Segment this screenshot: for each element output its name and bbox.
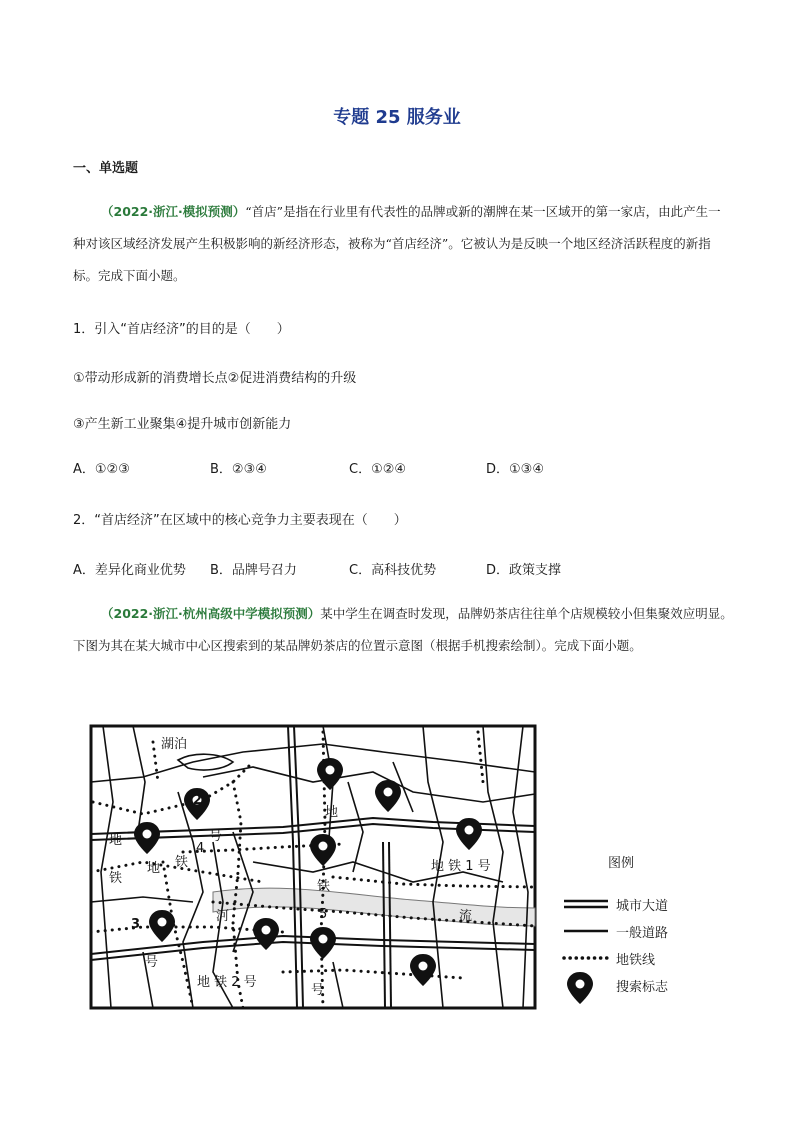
option-d: D．政策支撑: [486, 563, 562, 578]
svg-text:号: 号: [311, 983, 325, 998]
svg-text:铁: 铁: [317, 879, 331, 894]
option-b: B．②③④: [210, 462, 267, 477]
svg-text:地: 地: [325, 805, 339, 820]
legend-search-marker: 搜索标志: [560, 970, 720, 1006]
option-d: D．①③④: [486, 462, 544, 477]
svg-text:地: 地: [147, 861, 161, 876]
dotted-line-icon: [560, 948, 610, 968]
legend-ordinary-road: 一般道路: [560, 919, 720, 941]
question-2-stem: 2．“首店经济”在区域中的核心竞争力主要表现在（ ）: [73, 513, 407, 528]
legend-title: 图例: [608, 856, 635, 871]
question-1-stem: 1．引入“首店经济”的目的是（ ）: [73, 322, 290, 337]
map-figure: [83, 722, 543, 1012]
svg-text:流: 流: [459, 909, 473, 924]
lake-label: 湖泊: [161, 737, 188, 752]
svg-text:2: 2: [193, 793, 203, 808]
option-a: A．差异化商业优势: [73, 563, 186, 578]
option-b: B．品牌号召力: [210, 563, 297, 578]
section-heading: 一、单选题: [73, 161, 139, 176]
svg-text:3: 3: [131, 917, 141, 932]
map-pin-icon: [560, 970, 610, 1006]
svg-text:号: 号: [145, 955, 159, 970]
svg-text:铁: 铁: [109, 871, 123, 886]
passage-text: “首店”是指在行业里有代表性的品牌或新的潮牌在某一区域开的第一家店，由此产生一种对该区域经济发展产生积极影响的新经济形态，被称为“首店经济”。它被认为是反映一个地区经济活跃程度的新指标。完成下面小题。: [73, 204, 721, 283]
svg-text:河: 河: [216, 909, 230, 924]
solid-line-icon: [560, 921, 610, 941]
svg-text:地 铁 2 号: 地 铁 2 号: [197, 975, 257, 990]
question-1-line-1: ①带动形成新的消费增长点②促进消费结构的升级: [73, 371, 357, 386]
question-1-line-2: ③产生新工业聚集④提升城市创新能力: [73, 417, 292, 432]
passage-text: 某中学生在调查时发现，品牌奶茶店往往单个店规模较小但集聚效应明显。下图为其在某大城市中心区搜索到的某品牌奶茶店的位置示意图（根据手机搜索绘制）。完成下面小题。: [73, 606, 733, 653]
svg-text:4: 4: [196, 841, 205, 856]
option-c: C．①②④: [349, 462, 407, 477]
svg-text:5: 5: [319, 907, 328, 922]
svg-text:铁: 铁: [175, 855, 189, 870]
source-tag: （2022·浙江·模拟预测）: [101, 204, 246, 219]
city-map: [83, 722, 543, 1012]
double-line-icon: [560, 894, 610, 914]
option-c: C．高科技优势: [349, 563, 437, 578]
option-a: A．①②③: [73, 462, 130, 477]
legend-city-avenue: 城市大道: [560, 892, 720, 914]
page-title: 专题 25 服务业: [333, 107, 461, 128]
passage-2: [73, 598, 733, 662]
svg-text:地 铁 1 号: 地 铁 1 号: [431, 859, 491, 874]
svg-text:号: 号: [209, 829, 223, 844]
map-legend: [560, 852, 720, 1012]
svg-text:地: 地: [109, 833, 123, 848]
legend-metro-line: 地铁线: [560, 946, 720, 968]
source-tag: （2022·浙江·杭州高级中学模拟预测）: [101, 606, 321, 621]
passage-1: [73, 196, 733, 292]
